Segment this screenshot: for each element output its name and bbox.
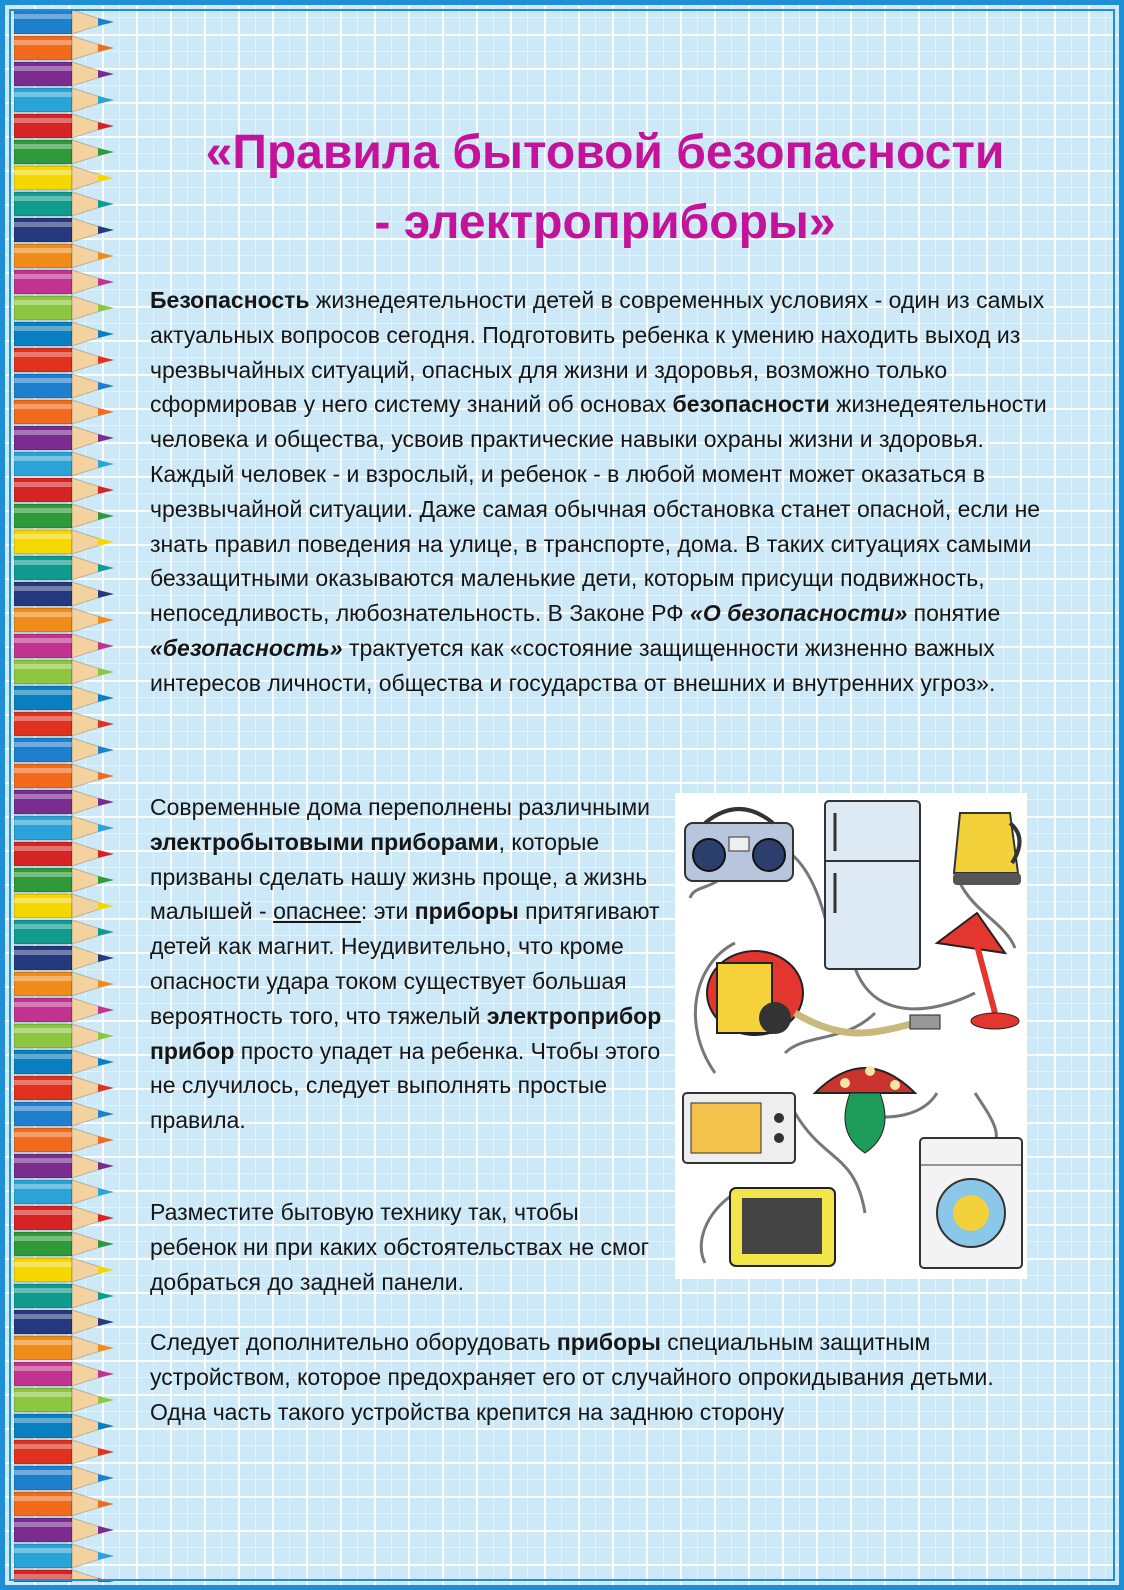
pencil <box>14 270 114 294</box>
pencil <box>14 244 114 268</box>
law-title: «О безопасности» <box>690 600 908 627</box>
pencil <box>14 608 114 632</box>
pencil <box>14 1024 114 1048</box>
bold-term: безопасности <box>672 391 830 418</box>
table-lamp-icon <box>815 1066 915 1153</box>
page-title <box>130 118 1080 258</box>
pencil <box>14 1232 114 1256</box>
pencil <box>14 660 114 684</box>
intro-paragraph <box>150 283 1055 701</box>
microwave-icon <box>683 1093 795 1163</box>
pencil <box>14 920 114 944</box>
pencil <box>14 10 114 34</box>
bold-term: электробытовыми приборами <box>150 828 499 855</box>
pencil <box>14 1284 114 1308</box>
paragraph-text: жизнедеятельности человека и общества, усвоив практические навыки охраны жизни и здоровья. Каждый человек - и взрослый, и ребенок - в любой момент может оказаться в чрезвычайной ситуации. Даже самая обычная обстановка станет опасной, если не знать правил поведения на улице, в транспорте, дома. В таких ситуациях самыми беззащитными оказываются маленькие дети, которым присущи подвижность, непоседливость, любознательность. В Законе РФ <box>150 391 1047 627</box>
pencil <box>14 816 114 840</box>
title-line-1: «Правила бытовой безопасности <box>205 126 1005 179</box>
paragraph-text: Современные дома переполнены различными <box>150 794 650 820</box>
pencil <box>14 1154 114 1178</box>
paragraph-text: притягивают детей как магнит. Неудивительно, что кроме опасности удара током существует большая вероятность того, что тяжелый <box>150 898 660 1029</box>
appliances-paragraph <box>150 790 670 1138</box>
pencil <box>14 1388 114 1412</box>
pencil <box>14 868 114 892</box>
pencil-border-illustration <box>14 10 124 1582</box>
pencil <box>14 894 114 918</box>
pencil <box>14 530 114 554</box>
pencil <box>14 400 114 424</box>
pencil <box>14 374 114 398</box>
desk-lamp-icon <box>937 913 1019 1029</box>
pencil <box>14 1414 114 1438</box>
appliances-illustration <box>675 793 1027 1279</box>
refrigerator-icon <box>825 801 920 969</box>
pencil <box>14 478 114 502</box>
pencil <box>14 1310 114 1334</box>
pencil <box>14 426 114 450</box>
pencil <box>14 972 114 996</box>
radio-icon <box>685 809 793 881</box>
pencil <box>14 166 114 190</box>
paragraph-text: : эти <box>360 898 415 925</box>
pencil <box>14 556 114 580</box>
pencil <box>14 88 114 112</box>
kettle-icon <box>953 813 1021 885</box>
pencil <box>14 1128 114 1152</box>
pencil <box>14 1180 114 1204</box>
pencil <box>14 998 114 1022</box>
paragraph-text: трактуется как «состояние защищенности жизненно важных интересов личности, общества и государства от внешних и внутренних угроз». <box>150 634 996 696</box>
paragraph-text: жизнедеятельности детей в современных условиях - один из самых актуальных вопросов сегодня. Подготовить ребенка к умению находить выход из чрезвычайных ситуаций, опасных для жизни и здоровья, возможно только сформировав у него систему знаний об основах <box>150 287 1045 418</box>
pencil <box>14 582 114 606</box>
paragraph-text: просто упадет на ребенка. Чтобы этого не случилось, следует выполнять простые правила. <box>150 1037 661 1134</box>
paragraph-text: Следует дополнительно оборудовать <box>150 1329 557 1355</box>
pencil <box>14 1466 114 1490</box>
washing-machine-icon <box>920 1138 1022 1268</box>
appliances-picture <box>675 793 1027 1279</box>
pencil <box>14 192 114 216</box>
pencil <box>14 738 114 762</box>
paragraph-text: , которые призваны сделать нашу жизнь проще, а жизнь малышей - <box>150 828 648 925</box>
cable <box>855 968 975 1009</box>
pencil <box>14 1492 114 1516</box>
pencil <box>14 218 114 242</box>
pencil <box>14 764 114 788</box>
paragraph-text: понятие <box>907 600 1001 627</box>
pencil <box>14 712 114 736</box>
pencil <box>14 504 114 528</box>
pencil <box>14 140 114 164</box>
placement-paragraph: Разместите бытовую технику так, чтобы ребенок ни при каких обстоятельствах не смог добраться до задней панели. <box>150 1199 650 1295</box>
pencil <box>14 1336 114 1360</box>
bold-term: приборы <box>556 1329 661 1355</box>
pencil <box>14 114 114 138</box>
pencil <box>14 1544 114 1568</box>
pencil <box>14 1102 114 1126</box>
underlined-word: опаснее <box>273 898 361 925</box>
pencil <box>14 452 114 476</box>
pencil <box>14 1076 114 1100</box>
bold-term: Безопасность <box>150 287 310 313</box>
pencil <box>14 62 114 86</box>
pencil <box>14 842 114 866</box>
pencil <box>14 1206 114 1230</box>
pencil <box>14 1518 114 1542</box>
pencil <box>14 1050 114 1074</box>
tv-icon <box>730 1188 835 1266</box>
pencil <box>14 322 114 346</box>
pencil <box>14 946 114 970</box>
pencil <box>14 1440 114 1464</box>
pencil <box>14 686 114 710</box>
term-safety: «безопасность» <box>150 634 343 661</box>
protection-paragraph <box>150 1325 1055 1429</box>
paragraph-text: специальным защитным устройством, которое предохраняет его от случайного опрокидывания детьми. Одна часть такого устройства крепится на заднюю сторону <box>150 1329 994 1425</box>
pencil <box>14 1362 114 1386</box>
pencil <box>14 36 114 60</box>
pencil <box>14 348 114 372</box>
bold-term: приборы <box>414 898 519 925</box>
title-line-2: - электроприборы» <box>374 196 836 249</box>
pencil <box>14 790 114 814</box>
pencil-border <box>14 10 124 1582</box>
pencil <box>14 1258 114 1282</box>
pencil <box>14 1570 114 1582</box>
bold-term: электроприбор прибор <box>150 1002 662 1064</box>
pencil <box>14 296 114 320</box>
pencil <box>14 634 114 658</box>
